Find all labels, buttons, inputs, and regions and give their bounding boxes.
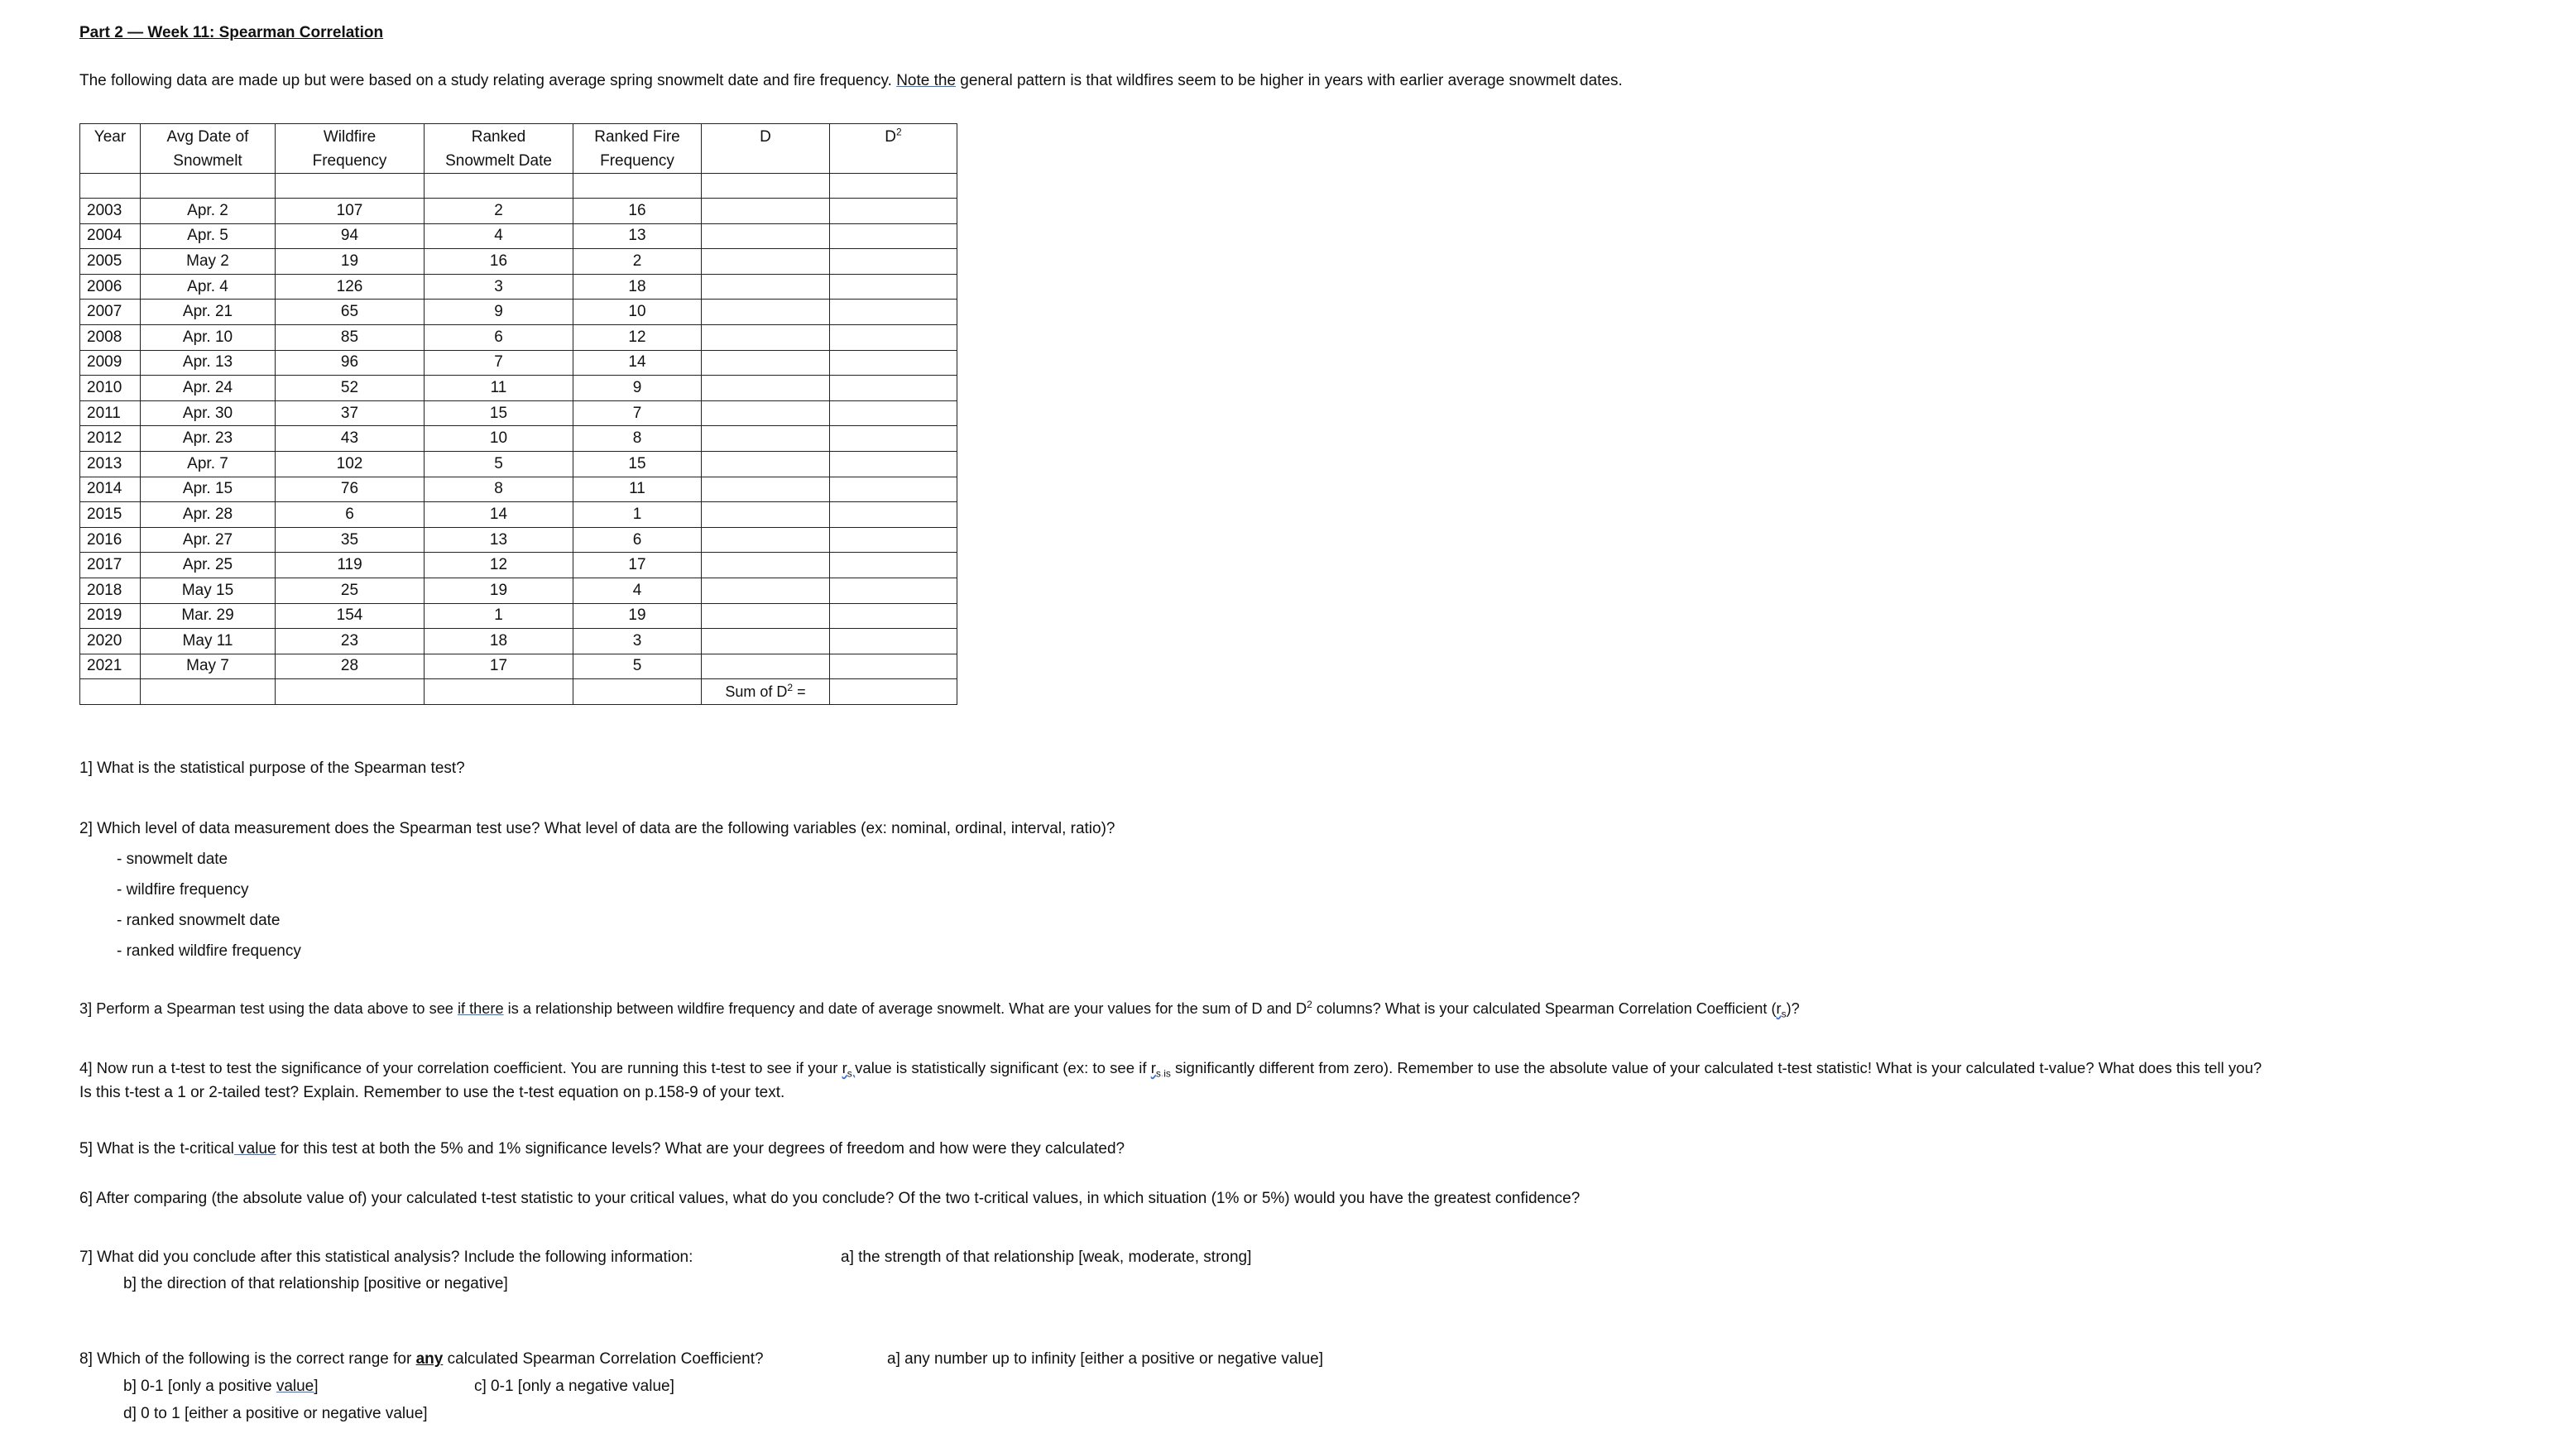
ranked-fire-cell: 18 — [573, 274, 702, 300]
snowmelt-date-cell: Apr. 25 — [141, 553, 276, 578]
question-1: 1] What is the statistical purpose of the Spearman test? — [79, 760, 465, 777]
ranked-fire-cell: 4 — [573, 578, 702, 603]
year-cell: 2019 — [80, 603, 141, 629]
wildfire-frequency-cell: 37 — [276, 400, 425, 426]
page-title: Part 2 — Week 11: Spearman Correlation — [79, 24, 384, 41]
d-squared-cell — [830, 274, 957, 300]
question-2-item: - ranked wildfire frequency — [117, 942, 301, 960]
ranked-snowmelt-cell: 18 — [425, 629, 573, 654]
d-squared-cell — [830, 527, 957, 553]
wildfire-frequency-cell: 96 — [276, 350, 425, 376]
d-cell — [702, 603, 830, 629]
d-cell — [702, 578, 830, 603]
table-header-row — [80, 124, 957, 174]
intro-text-end: general pattern is that wildfires seem to be higher in years with earlier average snowmelt dates. — [956, 72, 1623, 89]
ranked-fire-cell: 1 — [573, 502, 702, 528]
d-cell — [702, 350, 830, 376]
year-cell: 2012 — [80, 426, 141, 452]
d-cell — [702, 223, 830, 249]
wildfire-frequency-cell: 119 — [276, 553, 425, 578]
ranked-fire-cell: 7 — [573, 400, 702, 426]
year-cell: 2008 — [80, 324, 141, 350]
d-cell — [702, 300, 830, 325]
snowmelt-date-cell: May 7 — [141, 654, 276, 679]
question-8-option-d: d] 0 to 1 [either a positive or negative value] — [123, 1405, 428, 1422]
header-ranked-fire: Ranked Fire Frequency — [573, 124, 702, 174]
wildfire-frequency-cell: 6 — [276, 502, 425, 528]
table-row — [80, 477, 957, 502]
intro-note: Note the — [896, 72, 957, 89]
snowmelt-date-cell: Apr. 5 — [141, 223, 276, 249]
ranked-snowmelt-cell: 2 — [425, 199, 573, 224]
question-6: 6] After comparing (the absolute value of) your calculated t-test statistic to your critical values, what do you conclude? Of the two t-critical values, in which situation (1% or 5%) would you have the greatest confidence? — [79, 1190, 1581, 1207]
snowmelt-date-cell: Apr. 10 — [141, 324, 276, 350]
table-row — [80, 527, 957, 553]
question-5: 5] What is the t-critical value for this test at both the 5% and 1% significance levels? What are your degrees of freedom and how were they calculated? — [79, 1140, 1125, 1158]
ranked-snowmelt-cell: 17 — [425, 654, 573, 679]
ranked-snowmelt-cell: 5 — [425, 451, 573, 477]
snowmelt-date-cell: Apr. 21 — [141, 300, 276, 325]
intro-paragraph — [79, 71, 1623, 91]
d-cell — [702, 274, 830, 300]
d-cell — [702, 249, 830, 275]
snowmelt-date-cell: Apr. 4 — [141, 274, 276, 300]
year-cell: 2018 — [80, 578, 141, 603]
data-table — [79, 123, 957, 705]
year-cell: 2017 — [80, 553, 141, 578]
question-7-option-b: b] the direction of that relationship [positive or negative] — [123, 1275, 508, 1292]
table-row — [80, 350, 957, 376]
snowmelt-date-cell: May 11 — [141, 629, 276, 654]
wildfire-frequency-cell: 107 — [276, 199, 425, 224]
header-ranked-snowmelt: Ranked Snowmelt Date — [425, 124, 573, 174]
year-cell: 2005 — [80, 249, 141, 275]
wildfire-frequency-cell: 43 — [276, 426, 425, 452]
ranked-snowmelt-cell: 19 — [425, 578, 573, 603]
ranked-snowmelt-cell: 7 — [425, 350, 573, 376]
header-d-squared: $D^2$ — [830, 124, 957, 174]
d-squared-cell — [830, 300, 957, 325]
d-squared-cell — [830, 223, 957, 249]
table-row — [80, 603, 957, 629]
ranked-fire-cell: 19 — [573, 603, 702, 629]
table-row — [80, 654, 957, 679]
year-cell: 2020 — [80, 629, 141, 654]
d-squared-cell — [830, 249, 957, 275]
d-squared-cell — [830, 603, 957, 629]
d-squared-cell — [830, 376, 957, 401]
year-cell: 2006 — [80, 274, 141, 300]
year-cell: 2007 — [80, 300, 141, 325]
table-sum-row — [80, 679, 957, 705]
header-year: Year — [80, 124, 141, 174]
year-cell: 2004 — [80, 223, 141, 249]
ranked-snowmelt-cell: 15 — [425, 400, 573, 426]
wildfire-frequency-cell: 25 — [276, 578, 425, 603]
wildfire-frequency-cell: 85 — [276, 324, 425, 350]
d-squared-cell — [830, 451, 957, 477]
ranked-snowmelt-cell: 4 — [425, 223, 573, 249]
wildfire-frequency-cell: 94 — [276, 223, 425, 249]
sum-d2-label: Sum of $D^2$ = — [702, 679, 830, 705]
ranked-fire-cell: 14 — [573, 350, 702, 376]
year-cell: 2016 — [80, 527, 141, 553]
snowmelt-date-cell: Apr. 30 — [141, 400, 276, 426]
d-cell — [702, 376, 830, 401]
year-cell: 2010 — [80, 376, 141, 401]
d-squared-cell — [830, 350, 957, 376]
ranked-fire-cell: 6 — [573, 527, 702, 553]
d-cell — [702, 527, 830, 553]
wildfire-frequency-cell: 28 — [276, 654, 425, 679]
snowmelt-date-cell: Apr. 28 — [141, 502, 276, 528]
ranked-fire-cell: 3 — [573, 629, 702, 654]
question-7-option-a: a] the strength of that relationship [weak, moderate, strong] — [841, 1249, 1252, 1266]
wildfire-frequency-cell: 52 — [276, 376, 425, 401]
ranked-fire-cell: 8 — [573, 426, 702, 452]
ranked-snowmelt-cell: 8 — [425, 477, 573, 502]
ranked-snowmelt-cell: 11 — [425, 376, 573, 401]
table-row — [80, 553, 957, 578]
question-2: 2] Which level of data measurement does the Spearman test use? What level of data are the following variables (ex: nominal, ordinal, interval, ratio)? — [79, 820, 1115, 837]
ranked-fire-cell: 12 — [573, 324, 702, 350]
ranked-snowmelt-cell: 10 — [425, 426, 573, 452]
header-wildfire-frequency: Wildfire Frequency — [276, 124, 425, 174]
d-cell — [702, 426, 830, 452]
header-d: D — [702, 124, 830, 174]
snowmelt-date-cell: May 2 — [141, 249, 276, 275]
question-7: 7] What did you conclude after this statistical analysis? Include the following information: — [79, 1249, 693, 1266]
d-cell — [702, 199, 830, 224]
table-row — [80, 578, 957, 603]
wildfire-frequency-cell: 76 — [276, 477, 425, 502]
d-squared-cell — [830, 629, 957, 654]
ranked-snowmelt-cell: 9 — [425, 300, 573, 325]
d-cell — [702, 629, 830, 654]
table-row — [80, 249, 957, 275]
wildfire-frequency-cell: 102 — [276, 451, 425, 477]
year-cell: 2021 — [80, 654, 141, 679]
table-row — [80, 629, 957, 654]
wildfire-frequency-cell: 35 — [276, 527, 425, 553]
snowmelt-date-cell: Apr. 7 — [141, 451, 276, 477]
table-row — [80, 400, 957, 426]
d-cell — [702, 451, 830, 477]
d-cell — [702, 477, 830, 502]
d-squared-cell — [830, 324, 957, 350]
table-row — [80, 199, 957, 224]
ranked-fire-cell: 16 — [573, 199, 702, 224]
ranked-fire-cell: 15 — [573, 451, 702, 477]
table-row — [80, 300, 957, 325]
wildfire-frequency-cell: 19 — [276, 249, 425, 275]
year-cell: 2015 — [80, 502, 141, 528]
ranked-fire-cell: 5 — [573, 654, 702, 679]
wildfire-frequency-cell: 126 — [276, 274, 425, 300]
ranked-snowmelt-cell: 1 — [425, 603, 573, 629]
table-row — [80, 274, 957, 300]
question-2-item: - ranked snowmelt date — [117, 912, 281, 929]
d-cell — [702, 654, 830, 679]
year-cell: 2003 — [80, 199, 141, 224]
question-3: 3] Perform a Spearman test using the data above to see if there is a relationship between wildfire frequency and date of average snowmelt. What are your values for the sum of D and $D^2$ columns? What is your calculated Spearman Correlation Coefficient $(r_s)$? — [79, 998, 1800, 1020]
table-row — [80, 324, 957, 350]
wildfire-frequency-cell: 65 — [276, 300, 425, 325]
ranked-fire-cell: 9 — [573, 376, 702, 401]
question-4: 4] Now run a t-test to test the significance of your correlation coefficient. You are running this t-test to see if your $r_s$ value is statistically significant (ex: to see if $r_{s is}$ significantly different from zero). Remember to use the absolute value of your calculated t-test statistic! What is your calculated t-value? What does this tell you? — [79, 1059, 2262, 1080]
d-cell — [702, 400, 830, 426]
sum-d2-value — [830, 679, 957, 705]
ranked-fire-cell: 17 — [573, 553, 702, 578]
ranked-snowmelt-cell: 16 — [425, 249, 573, 275]
wildfire-frequency-cell: 154 — [276, 603, 425, 629]
table-row — [80, 376, 957, 401]
d-squared-cell — [830, 199, 957, 224]
ranked-fire-cell: 11 — [573, 477, 702, 502]
table-row — [80, 502, 957, 528]
table-spacer-row — [80, 174, 957, 199]
d-cell — [702, 502, 830, 528]
table-row — [80, 451, 957, 477]
d-cell — [702, 553, 830, 578]
d-squared-cell — [830, 502, 957, 528]
d-squared-cell — [830, 654, 957, 679]
snowmelt-date-cell: Apr. 24 — [141, 376, 276, 401]
ranked-fire-cell: 2 — [573, 249, 702, 275]
d-squared-cell — [830, 426, 957, 452]
ranked-snowmelt-cell: 6 — [425, 324, 573, 350]
ranked-fire-cell: 10 — [573, 300, 702, 325]
question-8-option-c: c] 0-1 [only a negative value] — [474, 1378, 674, 1395]
snowmelt-date-cell: Apr. 27 — [141, 527, 276, 553]
snowmelt-date-cell: Apr. 2 — [141, 199, 276, 224]
question-8: 8] Which of the following is the correct range for any calculated Spearman Correlation Coefficient? — [79, 1350, 764, 1368]
year-cell: 2013 — [80, 451, 141, 477]
ranked-snowmelt-cell: 12 — [425, 553, 573, 578]
d-squared-cell — [830, 578, 957, 603]
d-cell — [702, 324, 830, 350]
snowmelt-date-cell: Apr. 15 — [141, 477, 276, 502]
snowmelt-date-cell: Apr. 23 — [141, 426, 276, 452]
year-cell: 2011 — [80, 400, 141, 426]
snowmelt-date-cell: May 15 — [141, 578, 276, 603]
ranked-snowmelt-cell: 14 — [425, 502, 573, 528]
question-2-item: - snowmelt date — [117, 851, 228, 868]
snowmelt-date-cell: Mar. 29 — [141, 603, 276, 629]
header-avg-date: Avg Date of Snowmelt — [141, 124, 276, 174]
question-8-option-b: b] 0-1 [only a positive value] — [123, 1378, 319, 1395]
intro-text-start: The following data are made up but were based on a study relating average spring snowmelt date and fire frequency. — [79, 72, 897, 89]
year-cell: 2014 — [80, 477, 141, 502]
year-cell: 2009 — [80, 350, 141, 376]
d-squared-cell — [830, 477, 957, 502]
d-squared-cell — [830, 400, 957, 426]
question-4-line-2: Is this t-test a 1 or 2-tailed test? Explain. Remember to use the t-test equation on p.158-9 of your text. — [79, 1084, 785, 1101]
ranked-fire-cell: 13 — [573, 223, 702, 249]
d-squared-cell — [830, 553, 957, 578]
ranked-snowmelt-cell: 13 — [425, 527, 573, 553]
ranked-snowmelt-cell: 3 — [425, 274, 573, 300]
table-row — [80, 426, 957, 452]
table-row — [80, 223, 957, 249]
question-8-option-a: a] any number up to infinity [either a positive or negative value] — [887, 1350, 1324, 1368]
question-2-item: - wildfire frequency — [117, 881, 249, 899]
snowmelt-date-cell: Apr. 13 — [141, 350, 276, 376]
wildfire-frequency-cell: 23 — [276, 629, 425, 654]
